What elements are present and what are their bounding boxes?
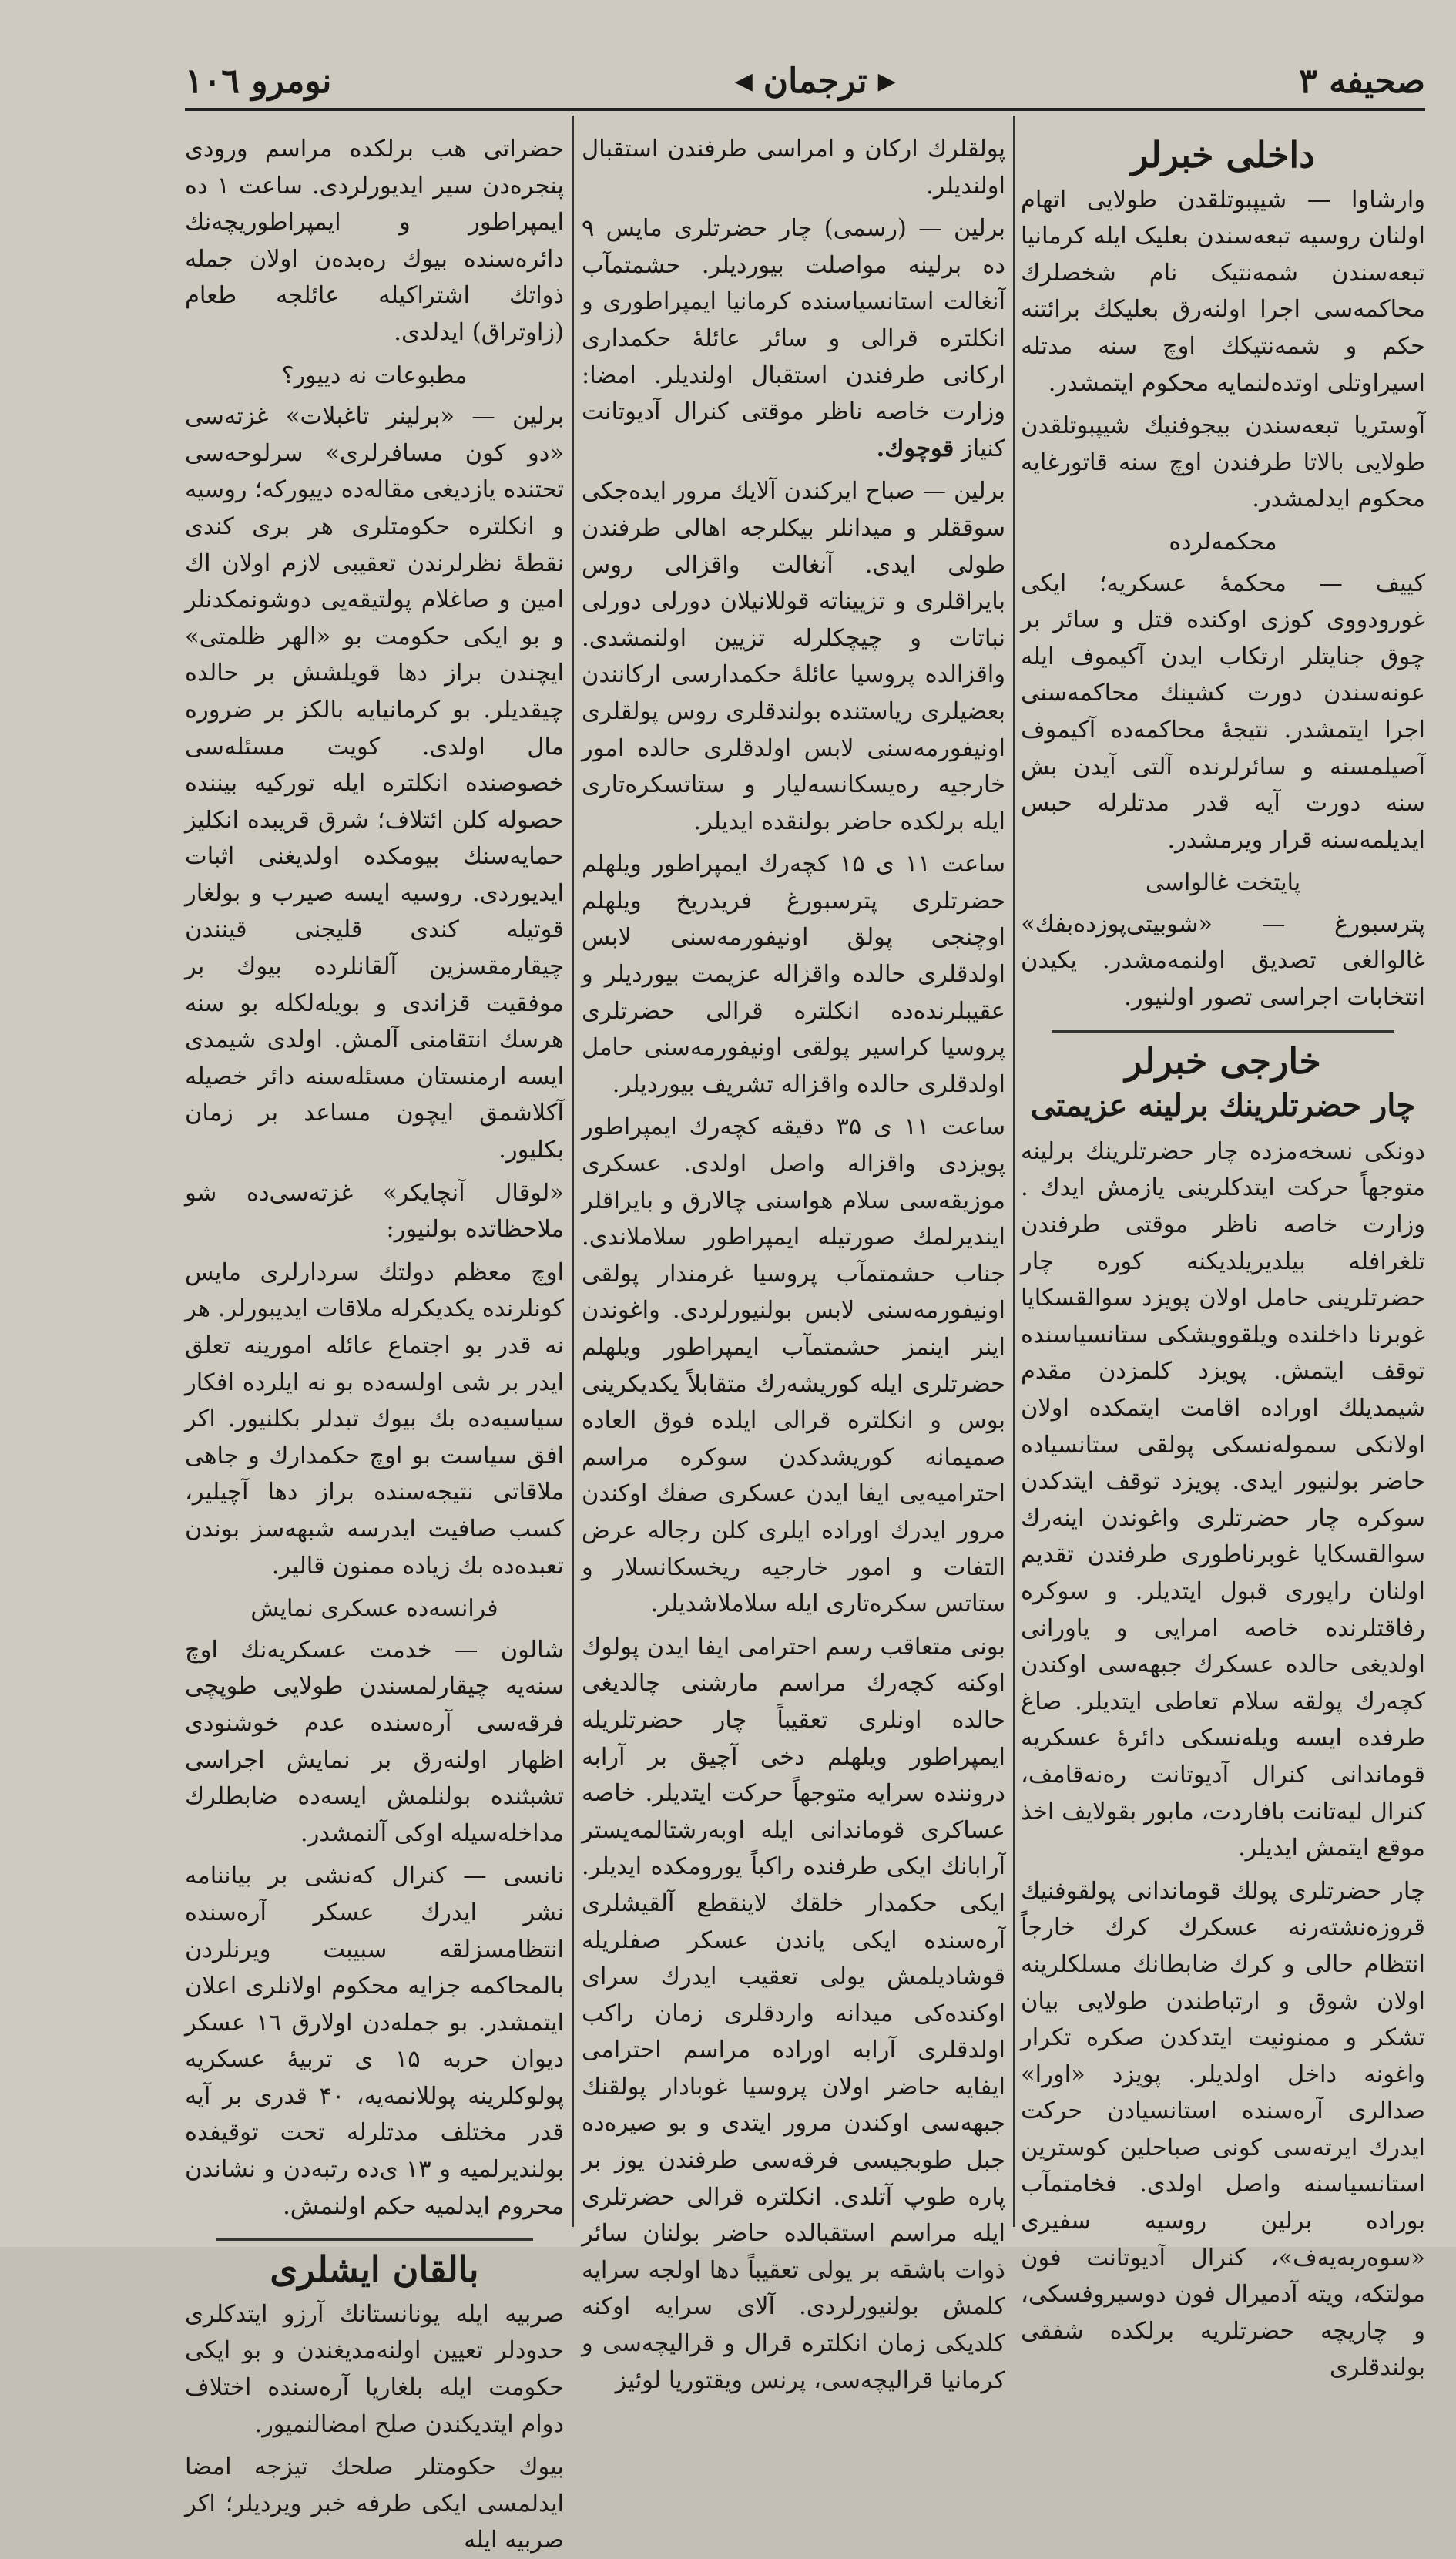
capital-paragraph: پترسبورغ — «شوبیتی‌پوزده‌بفك» غالوالغی تصدیق اولنمه‌مشدر. یکیدن انتخابات اجراسی تصور اولنیور. (1021, 910, 1425, 1012)
left-paragraph: حضراتی هب برلکده مراسم ورودی پنجره‌دن سیر ایدیورلردی. ساعت ۱ ده ایمپراطور و ایمپراطوریچه‌نك دائره‌سنده بیوك ره‌بده‌ن اولان جمله ذواتك اشتراکیله عائلجه طعام (زاوتراق) ایدلدی. (185, 136, 564, 346)
section-divider (216, 2238, 533, 2241)
foreign-news-title: خارجی خبرلر (1125, 1039, 1321, 1082)
domestic-news-title: داخلی خبرلر (1131, 134, 1315, 176)
right-ornament-icon: ▶ (877, 67, 896, 95)
middle-paragraph: ساعت ۱۱ ی ۱۵ کچه‌رك ایمپراطور ویلهلم حضرتلری پترسبورغ فریدریخ ویلهلم اوچنجی پولق اونیفورمه‌سنی لابس اولدقلری حالده واقزاله عزیمت بیوردیلر و عقیبلرنده‌ده انکلتره قرالی حضرتلری پروسیا کراسیر پولقی اونیفورمه‌سنی حامل اولدقلری حالده واقزاله تشریف بیوردیلر. (582, 851, 1005, 1098)
courts-paragraph: کییف — محکمهٔ عسکریه؛ ایکی غورودووی کوزی اوکنده قتل و سائر بر چوق جنایتلر ارتکاب ایدن آکیموف ایله عونه‌سندن دورت کشینك محاکمه‌سنی اجرا ایتمشدر. نتیجهٔ محاکمه‌ده آکیموف آصیلمسنه و سائرلرنده آلتی آیدن بش سنه دورت آیه قدر مدتلرله حبس ایدیلمه‌سنه قرار ویرمشدر. (1021, 569, 1425, 854)
page-number: صحیفه ۳ (1299, 61, 1425, 101)
header-rule (185, 108, 1425, 111)
telegram-text: برلین — (رسمی) چار حضرتلری مایس ۹ ده برلینه مواصلت بیوردیلر. حشمتمآب آنغالت استانسیاسنده کرمانیا ایمپراطوری و انکلتره قرالی و سائر عائلهٔ حکمداری ارکانی طرفندن استقبال اولندیلر. امضا: وزارت خاصه ناظر موقتی کنرال آدیوتانت کنیاز (582, 215, 1005, 462)
capital-heading: پایتخت غالواسی (1145, 869, 1301, 897)
left-paragraph: «لوقال آنچایکر» غزته‌سی‌ده شو ملاحظاتده بولنیور: (185, 1179, 564, 1244)
domestic-paragraph: وارشاوا — شیپبوتلقدن طولایی اتهام اولنان روسیه تبعه‌سندن بعلیک ایله کرمانیا تبعه‌سندن شمه‌نتیک نام شخصلرك محاکمه‌سی اجرا اولنه‌رق بعلیکك برائتنه حکم و شمه‌نتیکك اوچ سنه مدتله اسیراوتلی اوتده‌لنمایه محکوم ایتمشدر. (1021, 186, 1425, 397)
column-rule-left (572, 116, 574, 2227)
column-left (185, 131, 564, 2554)
column-rule-right (1013, 116, 1015, 2227)
middle-paragraph (582, 210, 1005, 467)
signature: قوچوك. (876, 434, 954, 462)
tsar-visit-subtitle: چار حضرتلرینك برلینه عزیمتی (1030, 1087, 1416, 1124)
france-heading: فرانسه‌ده عسکری نمایش (250, 1595, 498, 1623)
press-heading: مطبوعات نه دییور؟ (281, 361, 468, 389)
middle-paragraph: بونی متعاقب رسم احترامی ایفا ایدن پولوك اوکنه کچه‌رك مراسم مارشنی چالدیغی حالده اونلری تعقیباً چار حضرتلریله ایمپراطور ویلهلم دخی آچیق بر آرابه دروننده سرایه متوجهاً حرکت ایتدیلر. خاصه عساکری قوماندانی ایله اوبه‌رشتالمه‌یستر آرابانك ایکی طرفنده راکباً یورومکده ایدیلر. ایکی حکمدار خلقك لاینقطع آلقیشلری آره‌سنده ایکی یاندن عسکر صفلریله قوشادیلمش یولی تعقیب ایدرك سرای اوکنده‌کی میدانه واردقلری زمان راکب اولدقلری آرابه اوراده مراسم احترامی ایفایه حاضر اولان پروسیا غوبادار پولقنك جبهه‌سی اوکندن مرور ایتدی و بو صیره‌ده جبل طوبجیسی فرقه‌سی طرفندن یوز بر پاره طوپ آتلدی. انکلتره قرالی حضرتلری ایله مراسم استقبالده حاضر بولنان سائر ذوات باشقه بر یولی تعقیباً دها اولجه سرایه کلمش بولنیورلردی. آلای سرایه اوکنه کلدیکی زمان انکلتره قرال و قرالیچه‌سی و کرمانیا قرالیچه‌سی، پرنس ویقتوریا لوئیز (582, 1633, 1005, 2394)
left-paragraph: شالون — خدمت عسکریه‌نك اوچ سنه‌یه چیقارلمسندن طولایی طوپچی فرقه‌سی آره‌سنده عدم خوشنودی اظهار اولنه‌رق بر نمایش اجراسی تشبثنده بولنلمش ایسه‌ده ضابطلرك مداخله‌سیله اوکی آلنمشدر. (185, 1636, 564, 1847)
middle-paragraph: ساعت ۱۱ ی ۳۵ دقیقه کچه‌رك ایمپراطور پویزدی واقزاله واصل اولدی. عسکری موزیقه‌سی سلام هواسنی چالارق و بایراقلر ایندیرلمك صورتیله ایمپراطور سلاملاندی. جناب حشمتمآب پروسیا غرمندار پولقی اونیفورمه‌سنی لابس بولنیورلردی. واغوندن اینر اینمز حشمتمآب ایمپراطور ویلهلم حضرتلری ایله کوریشه‌رك متقابلاً یکدیکرینی بوس و انکلتره قرالی ایلده فوق العاده صمیمانه کوریشدکدن سوکره مراسم احترامیه‌یی ایفا ایدن عسکری صفك اوکندن مرور ایدرك اوراده ایلری کلن رجاله عرض التفات و امور خارجیه ریخسکانسلار و ستاتس سکره‌تاری ایله سلاملاشدیلر. (582, 1113, 1005, 1618)
page-header (185, 54, 1425, 108)
courts-heading: محکمه‌لرده (1169, 528, 1277, 556)
left-paragraph: بیوك حکومتلر صلحك تیزجه امضا ایدلمسی ایکی طرفه خبر ویردیلر؛ اکر صربیه ایله (185, 2453, 564, 2554)
newspaper-title: ترجمان (763, 61, 867, 101)
foreign-paragraph: دونکی نسخه‌مزده چار حضرتلرینك برلینه متوجهاً حرکت ایتدکلرینی یازمش ایدك . وزارت خاصه ناظر موقتی طرفندن تلغرافله بیلدیریلدیکنه کوره چار حضرتلرینی حامل اولان پویزد سوالقسکایا غوبرنا داخلنده ویلقوویشکی ستانسیاسنده توقف ایتمش. پویزد کلمزدن مقدم شیمدیلك اوراده اقامت ایتمکده اولان اولانکی سموله‌نسکی پولقی ستانسیاده حاضر بولنیور ایدی. پویزد توقف ایتدکدن سوکره چار حضرتلری واغوندن اینه‌رك سوالقسکایا غوبرناطوری طرفندن تقدیم اولنان راپوری قبول ایتدیلر. و سوکره رفاقتلرنده خاصه امرایی و یاورانی اولدیغی حالده عسکرك جبهه‌سی اوکندن کچه‌رك پولقه سلام تعاطی ایتدیلر. صاغ طرفده ایسه ویله‌نسکی دائرهٔ عسکریه قوماندانی کنرال آدیوتانت ره‌نه‌قامف، کنرال لیه‌تانت بافاردت، مابور بقولایف اخذ موقع ایتمش ایدیلر. (1021, 1137, 1425, 1862)
left-paragraph: برلین — «برلینر تاغبلات» غزته‌سی «دو کون مسافرلری» سرلوحه‌سی تحتنده یازدیغی مقاله‌ده دییورکه؛ روسیه و انکلتره حکومتلری هر بری کندی نقطهٔ نظرلرندن تعقیبی لازم اولان اك امین و صاغلام پولتیقه‌یی دوشونمکدنلر و بو ایکی حکومت بو «الهر ظلمتی» ایچندن براز دها قویلشش بر حالده چیقدیلر. بو کرمانیایه بالکز بر ضروره مال اولدی. کویت مسئله‌سی خصوصنده انکلتره ایله تورکیه بیننده حصوله کلن ائتلاف؛ شرق قریبده انکلیز حمایه‌سنك بیومکده اولدیغنی اثبات ایدیوردی. روسیه ایسه صیرب و بولغار قوتیله کندی قلیجنی قینندن چیقارمقسزین آلقانلرده بیوك بر موفقیت قزاندی و بویله‌لکله بو سنه هرسك انتقامنی آلمش. اولدی شیمدی ایسه ارمنستان مسئله‌سنه دائر خصیله آکلاشمق ایچون مساعد بر زمان بکلیور. (185, 403, 564, 1164)
domestic-paragraph: آوستریا تبعه‌سندن بیجوفنیك شیپبوتلقدن طولایی بالاتا طرفندن اوچ سنه قاتورغایه محکوم ایدلمشدر. (1021, 412, 1425, 513)
middle-paragraph: برلین — صباح ایرکندن آلایك مرور ایده‌جکی سوققلر و میدانلر بیکلرجه اهالی طرفندن طولی ایدی. آنغالت واقزالی روس بایراقلری و تزییناته قوللانیلان دورلی دورلی نباتات و چیچکلرله تزیین اولنمشدی. واقزالده پروسیا عائلهٔ حکمدارسی ارکانندن بعضیلری ریاستنده بولندقلری روس پولقلری اونیفورمه‌سنی لابس اولدقلری حالده امور خارجیه ره‌یسکانسه‌لیار و ستاتسکره‌تاری ایله برلکده حاضر بولنقده ایدیلر. (582, 478, 1005, 835)
section-divider (1052, 1030, 1394, 1033)
column-middle (582, 131, 1005, 2394)
balkan-affairs-title: بالقان ایشلری (270, 2248, 479, 2291)
middle-paragraph: پولقلرك ارکان و امراسی طرفندن استقبال اولندیلر. (582, 136, 1005, 200)
column-right (1021, 131, 1425, 2382)
left-paragraph: اوچ معظم دولتك سردارلری مایس کونلرنده یکدیکرله ملاقات ایدیبورلر. هر نه قدر بو اجتماع عائله امورینه تعلق ایدر بر شی اولسه‌ده بو نه ایلرده افکار سیاسیه‌ده بك بیوك تبدلر بکلنیور. اکر افق سیاست بو اوچ حکمدارك و جاهی ملاقاتی نتیجه‌سنده براز دها آچیلیر، کسب صافیت ایدرسه شبهه‌سز بوندن تعبده‌ده بك زیاده ممنون قالیر. (185, 1258, 564, 1580)
foreign-paragraph: چار حضرتلری پولك قوماندانی پولقوفنیك قروزه‌نشته‌رنه عسکرك کرك خارجاً انتظام حالی و کرك ضابطانك مسلکلرینه اولان شوق و ارتباطندن طولایی بیان تشکر و ممنونیت ایتدکدن صکره تکرار واغونه داخل اولدیلر. پویزد «اورا» صدالری آره‌سنده استانسیادن حرکت ایدرك ایرته‌سی کونی صباحلین کوسترین استانسیاسنه واصل اولدی. فخامتمآب بوراده برلین روسیه سفیری «سوه‌ربه‌یه‌ف»، کنرال آدیوتانت فون مولتکه، ویته آدمیرال فون دوسیروفسکی، و چاریچه حضرتلریه برلکده شفقی بولندقلری (1021, 1877, 1425, 2382)
left-ornament-icon: ◀ (734, 67, 753, 95)
masthead (735, 62, 896, 101)
left-paragraph: نانسی — کنرال که‌نشی بر بیاننامه نشر ایدرك عسکر آره‌سنده انتظامسزلقه سبیبت ویرنلردن بالمحاکمه جزایه محکوم اولانلری اعلان ایتمشدر. بو جمله‌دن اولارق ۱٦ عسکر دیوان حربه ۱۵ ی تربیهٔ عسکریه پولوکلرینه پوللانمه‌یه، ۴۰ قدری بر آیه قدر مختلف مدتلرله تحت توقیفده بولندیرلمیه و ۱۳ ی‌ده رتبه‌دن و نشاندن محروم ایدلمیه حکم اولنمش. (185, 1862, 564, 2220)
issue-number: نومرو ۱۰٦ (185, 61, 332, 101)
left-paragraph: صربیه ایله یونانستانك آرزو ایتدکلری حدودلر تعیین اولنه‌مدیغندن و بو ایکی حکومت ایله بلغاریا آره‌سنده اختلاف دوام ایتدیکندن صلح امضالنمیور. (185, 2300, 564, 2438)
